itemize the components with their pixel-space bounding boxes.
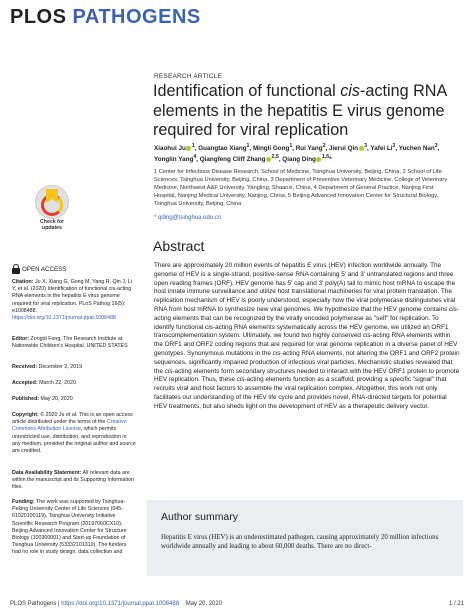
author-summary-text: Hepatitis E virus (HEV) is an underestimated pathogen, causing approximately 20 million infections worldwide annually and leading to about 60,000 deaths. There are no direct-: [161, 534, 439, 551]
footer-doi-link[interactable]: https://doi.org/10.1371/journal.ppat.1008488: [61, 601, 180, 607]
check-for-updates-badge[interactable]: [32, 185, 72, 231]
journal-logo: [10, 6, 201, 29]
orcid-icon[interactable]: [359, 146, 364, 151]
orcid-icon[interactable]: [186, 146, 191, 151]
journal-logo-plos: PLOS: [10, 6, 67, 28]
editor-block: Editor: Zongdi Feng, The Research Institute at Nationwide Children's Hospital, UNITED STATES: [12, 336, 128, 350]
funding-block: Funding: The work was supported by Tsinghua-Peking University Center of Life Sciences (045-61020100119), Tsinghua University Initiative Scientific Research Program (20197060CX10), Beijing Advanced Innovation Center for Structure Biology (100300001) and Start-up Foundation of Tsinghua University (53332101319). The funders had no role in study design, data collection and: [12, 499, 127, 556]
footer-citation: PLOS Pathogens | https://doi.org/10.1371/journal.ppat.1008488 May 20, 2020: [10, 601, 223, 607]
orcid-icon[interactable]: [266, 157, 271, 162]
data-availability-block: Data Availability Statement: All relevant data are within the manuscript and its Supporting Information files.: [12, 470, 134, 491]
accepted-date: Accepted: March 22, 2020: [12, 380, 76, 386]
open-access-label: OPEN ACCESS: [12, 264, 66, 274]
article-type: RESEARCH ARTICLE: [154, 73, 223, 80]
abstract-heading: Abstract: [153, 238, 205, 254]
page-number: 1 / 21: [448, 601, 464, 607]
affiliations: 1 Center for Infectious Disease Research, School of Medicine, Tsinghua University, Beijing, China, 2 School of Life Sciences, Tsinghua University, Beijing, China, 3 Department of Preventive Veterinary Medicine, College of Veterinary Medicine, Northwest A&F University, Yangling, Shaanxi, China, 4 Department of General Practice, Nanjing First Hospital, Nanjing Medical University, Nanjing, China, 5 Beijing Advanced Innovation Center for Structural Biology, Tsinghua University, Beijing, China: [154, 169, 448, 208]
creative-commons-link[interactable]: Creative Commons Attribution License: [12, 419, 127, 433]
citation-block: Citation: Ju X, Xiang G, Gong M, Yang R, Qin J, Li Y, et al. (2020) Identification of functional cis-acting RNA elements in the hepatitis E virus genome required for viral replication. PLoS Pathog 16(5): e1008488. https://doi.org/10.1371/journal.ppat.1008488: [12, 279, 132, 322]
article-title: Identification of functional cis-acting RNA elements in the hepatitis E virus genome required for viral replication: [153, 82, 447, 139]
copyright-block: Copyright: © 2020 Ju et al. This is an open access article distributed under the terms of the Creative Commons Attribution License, which permits unrestricted use, distribution, and reproduction in any medium, provided the original author and source are credited.: [12, 412, 136, 455]
received-date: Received: December 2, 2019: [12, 364, 83, 370]
orcid-icon[interactable]: [316, 157, 321, 162]
check-updates-label: Check for updates: [40, 219, 64, 231]
published-date: Published: May 20, 2020: [12, 396, 73, 402]
page-footer: [10, 601, 464, 607]
abstract-text: There are approximately 20 million events of hepatitis E virus (HEV) infection worldwide annually. The genome of HEV is a single-strand, positive-sense RNA containing 5' and 3' untranslated regions and three open reading frames (ORF). HEV genome has 5' cap and 3' poly(A) tail to mimic host mRNA to escape the host innate immune surveillance and utilize host translational machineries for viral protein translation. The replication mechanism of HEV is poorly understood, especially how the viral polymerase distinguishes viral RNA from host mRNA to synthesize new viral genomes. We hypothesize that the HEV genome contains cis-acting elements that can be recognized by the virally encoded polymerase as "self" for replication. To identify functional cis-acting RNA elements systematically across the HEV genome, we utilized an ORF1 transcomplementation system. Ultimately, we found two highly conserved cis-acting RNA elements within the ORF1 and ORF2 coding regions that are required for viral genome replication in a diverse panel of HEV genotypes. Synonymous mutations in the cis-acting RNA elements, not altering the ORF1 and ORF2 protein sequences, significantly impaired production of infectious viral particles. Mechanistic studies revealed that the cis-acting elements form secondary structures needed to interact with the HEV ORF1 protein to promote HEV replication. Thus, these cis-acting elements function as a scaffold, providing a specific "signal" that recruits viral and host factors to assemble the viral replication complex. Altogether, this work not only facilitates our understanding of the HEV life cycle and provides novel, RNA-directed targets for potential HEV treatments, but also sheds light on the development of HEV as a therapeutic delivery vector.: [154, 262, 460, 410]
journal-logo-pathogens: PATHOGENS: [72, 6, 201, 28]
author-summary-heading: Author summary: [161, 511, 239, 523]
author-list: Xiaohui Ju $^1$, Guangtao Xiang$^1$, Mingli Gong$^1$, Rui Yang$^2$, Jierui Qin $^3$, Yafei Li$^3$, Yuchen Nan$^3$, Yonglin Yang$^4$, Qiangfeng Cliff Zhang $^{2,5}$, Qiang Ding $^{1,5}$*: [154, 143, 440, 164]
corresponding-email-link[interactable]: * qding@tsinghua.edu.cn: [154, 215, 222, 221]
open-lock-icon: [12, 264, 20, 274]
citation-doi-link[interactable]: https://doi.org/10.1371/journal.ppat.1008488: [12, 315, 116, 322]
